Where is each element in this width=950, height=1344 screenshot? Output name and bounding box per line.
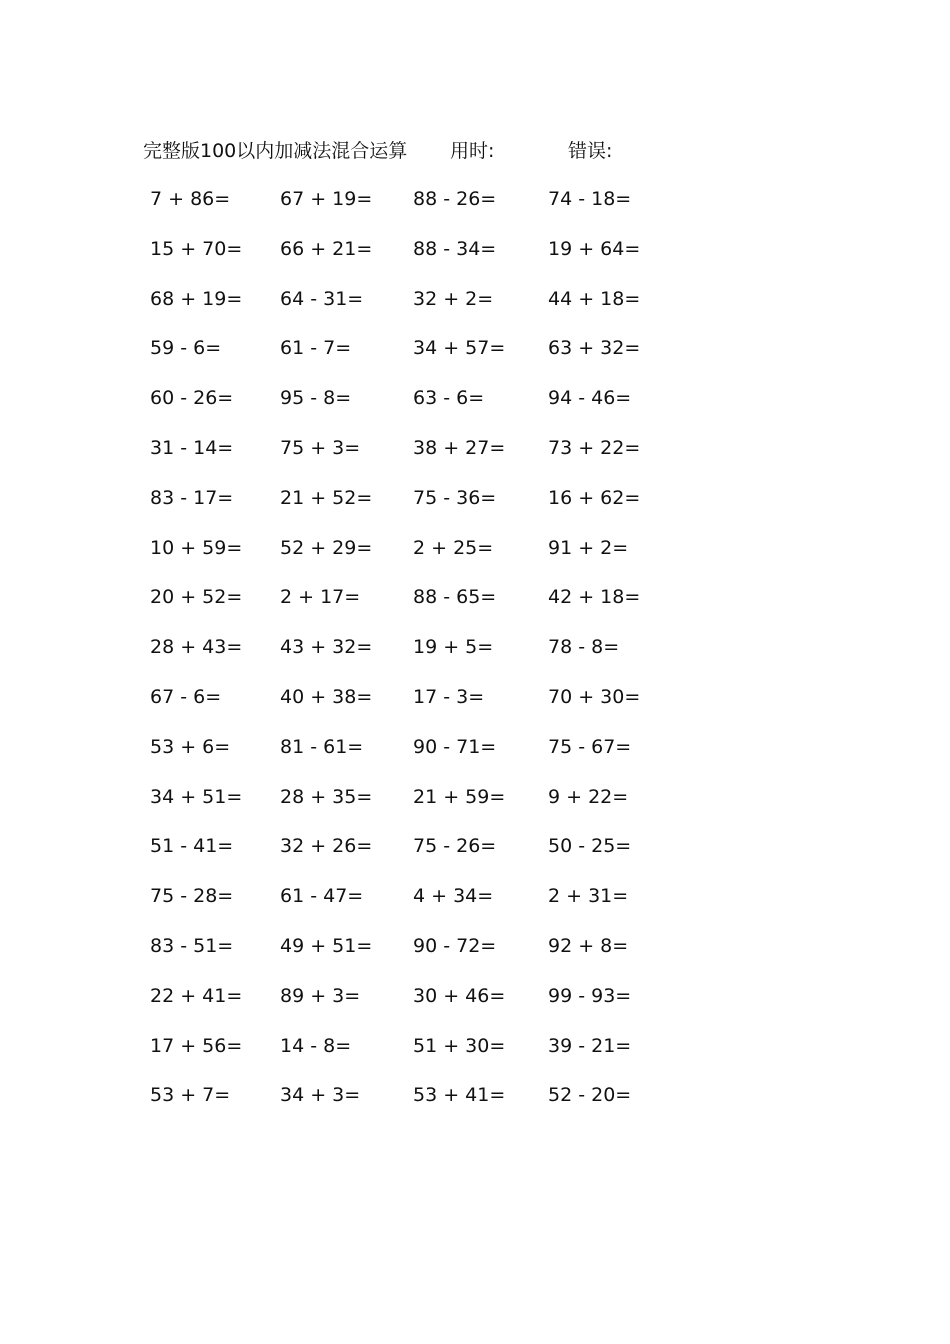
problem-cell: 31 - 14= [150, 436, 234, 459]
problem-cell: 32 + 26= [280, 835, 373, 858]
problem-cell: 44 + 18= [548, 287, 641, 310]
problem-cell: 52 - 20= [548, 1084, 632, 1107]
problem-cell: 51 + 30= [413, 1034, 506, 1057]
problem-cell: 51 - 41= [150, 835, 234, 858]
problem-cell: 91 + 2= [548, 536, 629, 559]
problem-cell: 30 + 46= [413, 984, 506, 1007]
problem-cell: 22 + 41= [150, 984, 243, 1007]
problem-row [0, 682, 950, 732]
problem-cell: 75 - 36= [413, 486, 497, 509]
problem-cell: 67 + 19= [280, 188, 373, 210]
problem-cell: 42 + 18= [548, 586, 641, 609]
problem-cell: 2 + 25= [413, 536, 494, 559]
problem-cell: 73 + 22= [548, 436, 641, 459]
problem-cell: 83 - 51= [150, 934, 234, 957]
problem-row [0, 333, 950, 383]
errors-label: 错误: [568, 140, 613, 162]
problem-cell: 75 + 3= [280, 436, 361, 459]
problem-cell: 43 + 32= [280, 636, 373, 659]
problem-row [0, 831, 950, 881]
problem-cell: 49 + 51= [280, 934, 373, 957]
problem-cell: 64 - 31= [280, 287, 364, 310]
problem-cell: 7 + 86= [150, 188, 231, 210]
problem-row [0, 1080, 950, 1130]
worksheet-title: 完整版100以内加减法混合运算 [143, 140, 408, 162]
problem-cell: 61 - 7= [280, 337, 352, 360]
problem-cell: 53 + 41= [413, 1084, 506, 1107]
problem-row [0, 234, 950, 284]
problem-cell: 52 + 29= [280, 536, 373, 559]
problem-row [0, 931, 950, 981]
problem-cell: 16 + 62= [548, 486, 641, 509]
problem-cell: 14 - 8= [280, 1034, 352, 1057]
problem-cell: 95 - 8= [280, 387, 352, 410]
problem-row [0, 782, 950, 832]
problem-cell: 15 + 70= [150, 237, 243, 260]
problem-cell: 74 - 18= [548, 188, 632, 210]
problem-row [0, 582, 950, 632]
problem-row [0, 284, 950, 334]
problem-cell: 17 + 56= [150, 1034, 243, 1057]
problem-cell: 88 - 65= [413, 586, 497, 609]
problem-cell: 34 + 51= [150, 785, 243, 808]
problem-row [0, 184, 950, 234]
problem-cell: 63 + 32= [548, 337, 641, 360]
problem-cell: 60 - 26= [150, 387, 234, 410]
problem-cell: 90 - 71= [413, 735, 497, 758]
problem-cell: 4 + 34= [413, 885, 494, 908]
problem-cell: 75 - 67= [548, 735, 632, 758]
problem-cell: 20 + 52= [150, 586, 243, 609]
problem-cell: 10 + 59= [150, 536, 243, 559]
problem-cell: 67 - 6= [150, 685, 222, 708]
problem-row [0, 632, 950, 682]
problem-cell: 63 - 6= [413, 387, 485, 410]
problem-cell: 92 + 8= [548, 934, 629, 957]
problem-row [0, 881, 950, 931]
problem-cell: 34 + 57= [413, 337, 506, 360]
problem-cell: 38 + 27= [413, 436, 506, 459]
problem-cell: 53 + 6= [150, 735, 231, 758]
problem-row [0, 483, 950, 533]
problem-row [0, 732, 950, 782]
problem-cell: 21 + 52= [280, 486, 373, 509]
problem-cell: 66 + 21= [280, 237, 373, 260]
problem-cell: 19 + 64= [548, 237, 641, 260]
problem-cell: 75 - 26= [413, 835, 497, 858]
problem-cell: 19 + 5= [413, 636, 494, 659]
problem-cell: 21 + 59= [413, 785, 506, 808]
problem-cell: 28 + 35= [280, 785, 373, 808]
problem-cell: 34 + 3= [280, 1084, 361, 1107]
problem-row [0, 981, 950, 1031]
problem-cell: 61 - 47= [280, 885, 364, 908]
problem-row [0, 533, 950, 583]
problem-cell: 83 - 17= [150, 486, 234, 509]
problem-cell: 39 - 21= [548, 1034, 632, 1057]
problem-row [0, 1031, 950, 1081]
problem-cell: 88 - 26= [413, 188, 497, 210]
problem-cell: 53 + 7= [150, 1084, 231, 1107]
problem-cell: 32 + 2= [413, 287, 494, 310]
problem-grid [0, 184, 950, 1130]
problem-cell: 88 - 34= [413, 237, 497, 260]
problem-cell: 40 + 38= [280, 685, 373, 708]
problem-cell: 28 + 43= [150, 636, 243, 659]
time-used-label: 用时: [450, 140, 495, 162]
worksheet-header [0, 136, 950, 166]
problem-cell: 94 - 46= [548, 387, 632, 410]
problem-row [0, 383, 950, 433]
problem-cell: 59 - 6= [150, 337, 222, 360]
problem-cell: 70 + 30= [548, 685, 641, 708]
problem-cell: 2 + 31= [548, 885, 629, 908]
problem-cell: 17 - 3= [413, 685, 485, 708]
problem-cell: 90 - 72= [413, 934, 497, 957]
problem-cell: 75 - 28= [150, 885, 234, 908]
problem-cell: 99 - 93= [548, 984, 632, 1007]
problem-cell: 89 + 3= [280, 984, 361, 1007]
problem-cell: 50 - 25= [548, 835, 632, 858]
problem-cell: 2 + 17= [280, 586, 361, 609]
problem-cell: 68 + 19= [150, 287, 243, 310]
problem-cell: 81 - 61= [280, 735, 364, 758]
problem-cell: 9 + 22= [548, 785, 629, 808]
problem-cell: 78 - 8= [548, 636, 620, 659]
problem-row [0, 433, 950, 483]
